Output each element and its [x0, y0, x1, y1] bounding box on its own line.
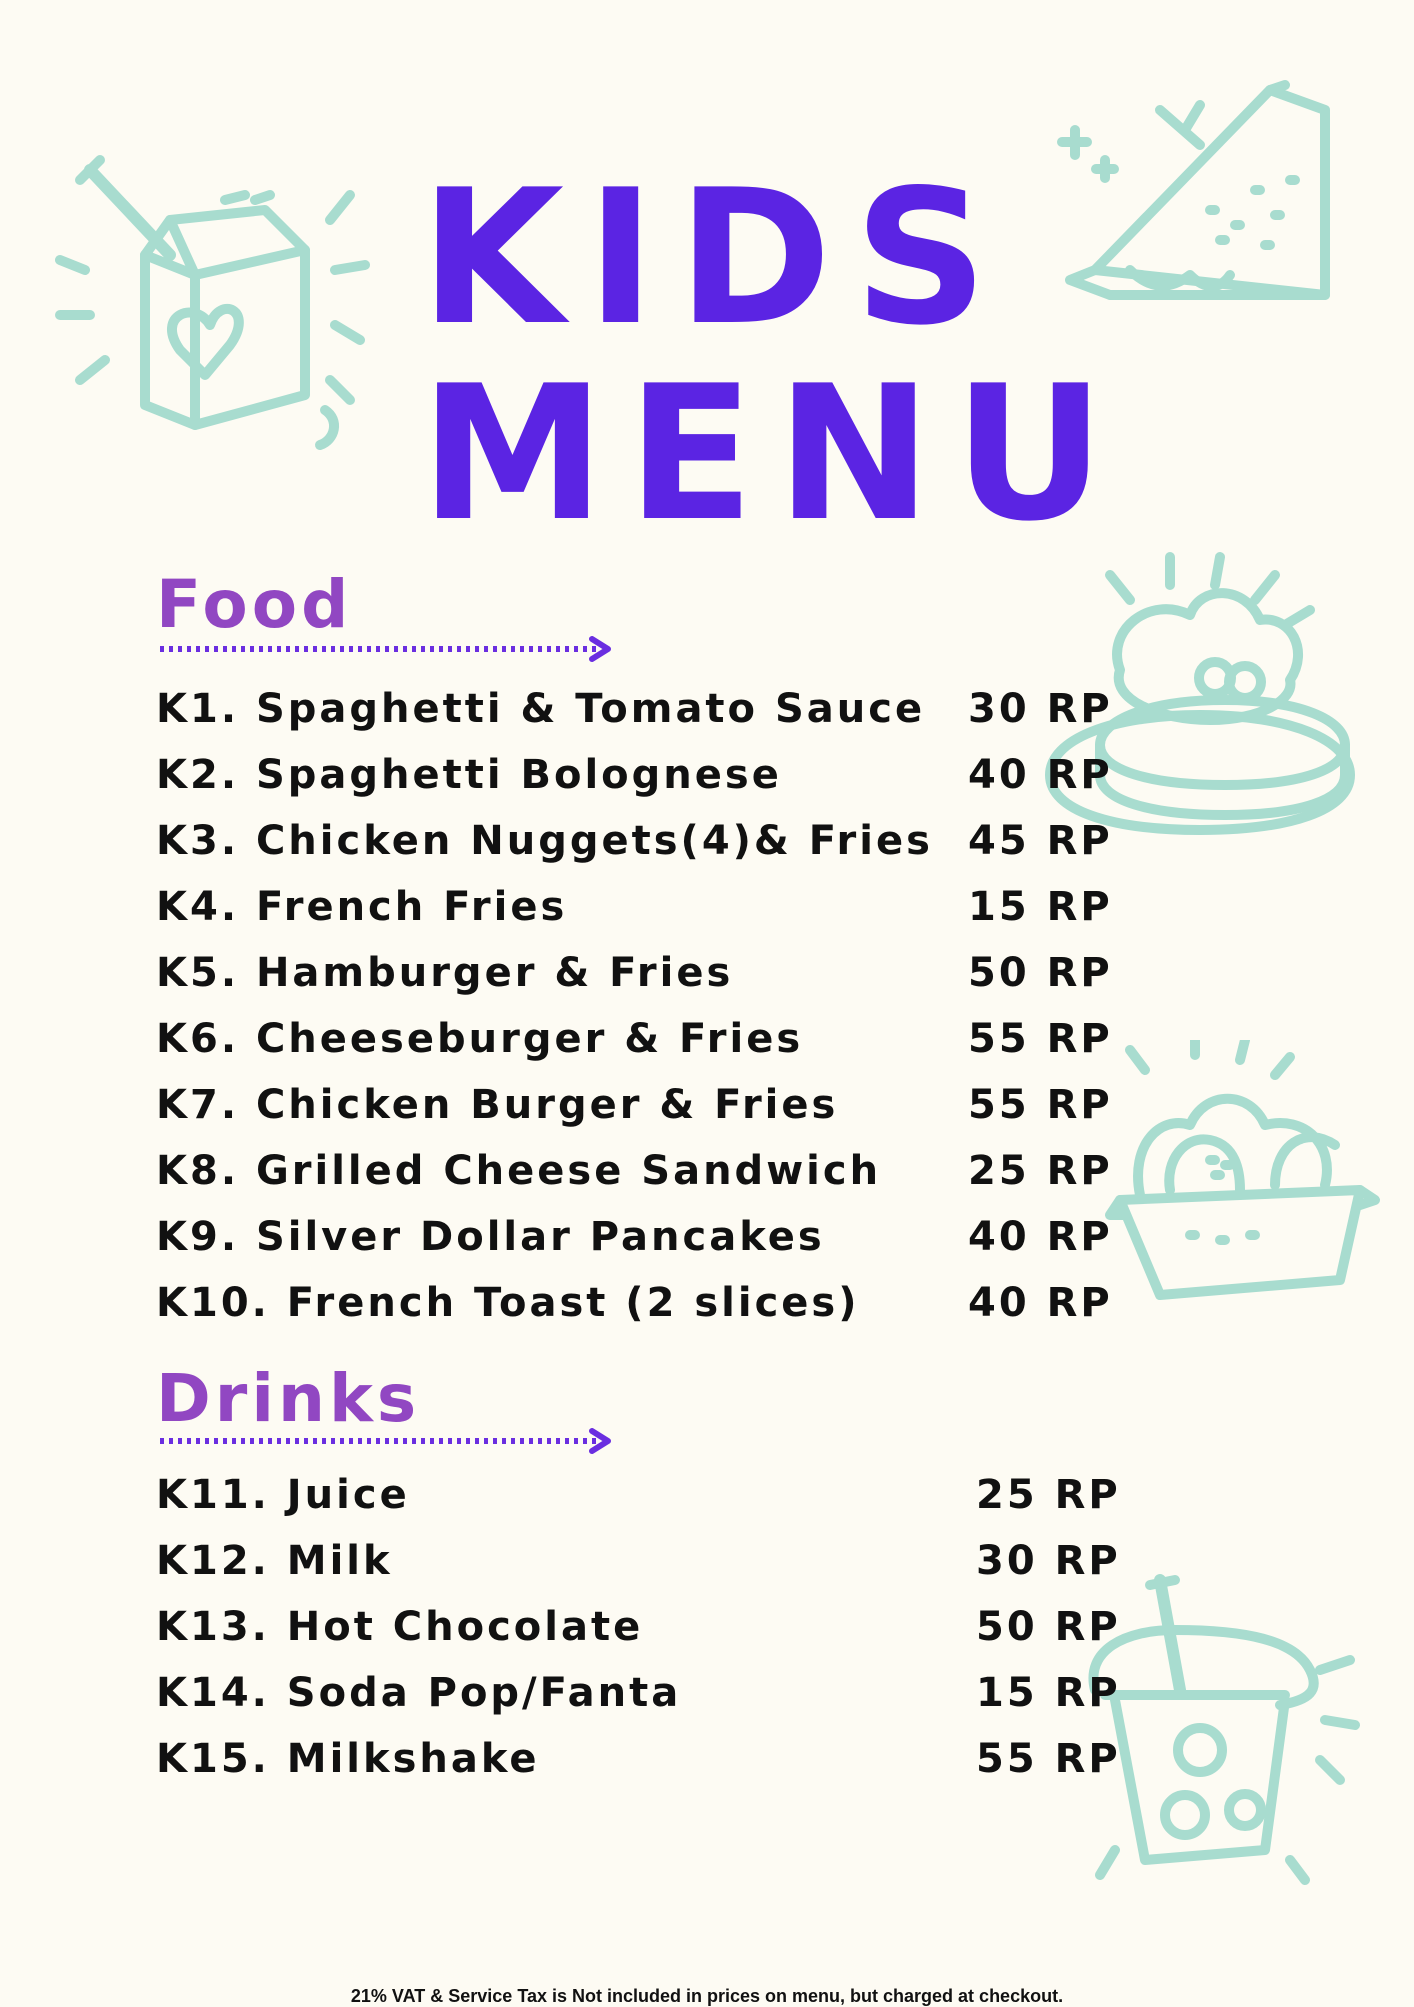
item-name: K14. Soda Pop/Fanta: [156, 1670, 682, 1716]
item-name: K1. Spaghetti & Tomato Sauce: [156, 686, 926, 732]
item-name: K8. Grilled Cheese Sandwich: [156, 1148, 882, 1194]
item-name: K6. Cheeseburger & Fries: [156, 1016, 804, 1062]
item-name: K3. Chicken Nuggets(4)& Fries: [156, 818, 933, 864]
menu-item: [156, 742, 1116, 808]
dotted-arrow-icon: [156, 1428, 616, 1458]
dotted-arrow-icon: [156, 636, 616, 666]
menu-item: [156, 1528, 1121, 1594]
item-price: 40 RP: [968, 1280, 1113, 1326]
title-line-kids: KIDS: [420, 149, 1010, 366]
item-price: 50 RP: [968, 950, 1113, 996]
item-price: 25 RP: [968, 1148, 1113, 1194]
menu-item: [156, 1204, 1116, 1270]
item-name: K4. French Fries: [156, 884, 568, 930]
item-price: 45 RP: [968, 818, 1113, 864]
item-price: 30 RP: [976, 1538, 1121, 1584]
item-price: 25 RP: [976, 1472, 1121, 1518]
drinks-heading: Drinks: [156, 1360, 421, 1437]
menu-item: [156, 676, 1116, 742]
item-price: 55 RP: [968, 1082, 1113, 1128]
menu-item: [156, 1270, 1116, 1336]
item-price: 55 RP: [976, 1736, 1121, 1782]
menu-item: [156, 1462, 1121, 1528]
item-price: 50 RP: [976, 1604, 1121, 1650]
item-name: K13. Hot Chocolate: [156, 1604, 644, 1650]
item-name: K2. Spaghetti Bolognese: [156, 752, 782, 798]
title-line-menu: MENU: [420, 345, 1127, 562]
item-price: 15 RP: [976, 1670, 1121, 1716]
item-name: K11. Juice: [156, 1472, 410, 1518]
page-title: [420, 149, 1127, 562]
item-price: 40 RP: [968, 752, 1113, 798]
menu-item: [156, 1594, 1121, 1660]
item-price: 55 RP: [968, 1016, 1113, 1062]
item-name: K9. Silver Dollar Pancakes: [156, 1214, 825, 1260]
menu-item: [156, 874, 1116, 940]
menu-item: [156, 1726, 1121, 1792]
item-name: K15. Milkshake: [156, 1736, 540, 1782]
salad-bowl-icon: [1100, 1040, 1390, 1330]
menu-item: [156, 940, 1116, 1006]
menu-item: [156, 1006, 1116, 1072]
item-price: 15 RP: [968, 884, 1113, 930]
item-name: K10. French Toast (2 slices): [156, 1280, 860, 1326]
item-price: 30 RP: [968, 686, 1113, 732]
item-price: 40 RP: [968, 1214, 1113, 1260]
food-heading: Food: [156, 566, 353, 643]
menu-item: [156, 808, 1116, 874]
menu-item: [156, 1072, 1116, 1138]
menu-item: [156, 1138, 1116, 1204]
item-name: K7. Chicken Burger & Fries: [156, 1082, 839, 1128]
item-name: K5. Hamburger & Fries: [156, 950, 734, 996]
milk-carton-icon: [50, 140, 380, 460]
item-name: K12. Milk: [156, 1538, 393, 1584]
tax-note: 21% VAT & Service Tax is Not included in prices on menu, but charged at checkout.: [350, 1986, 1064, 2006]
menu-item: [156, 1660, 1121, 1726]
